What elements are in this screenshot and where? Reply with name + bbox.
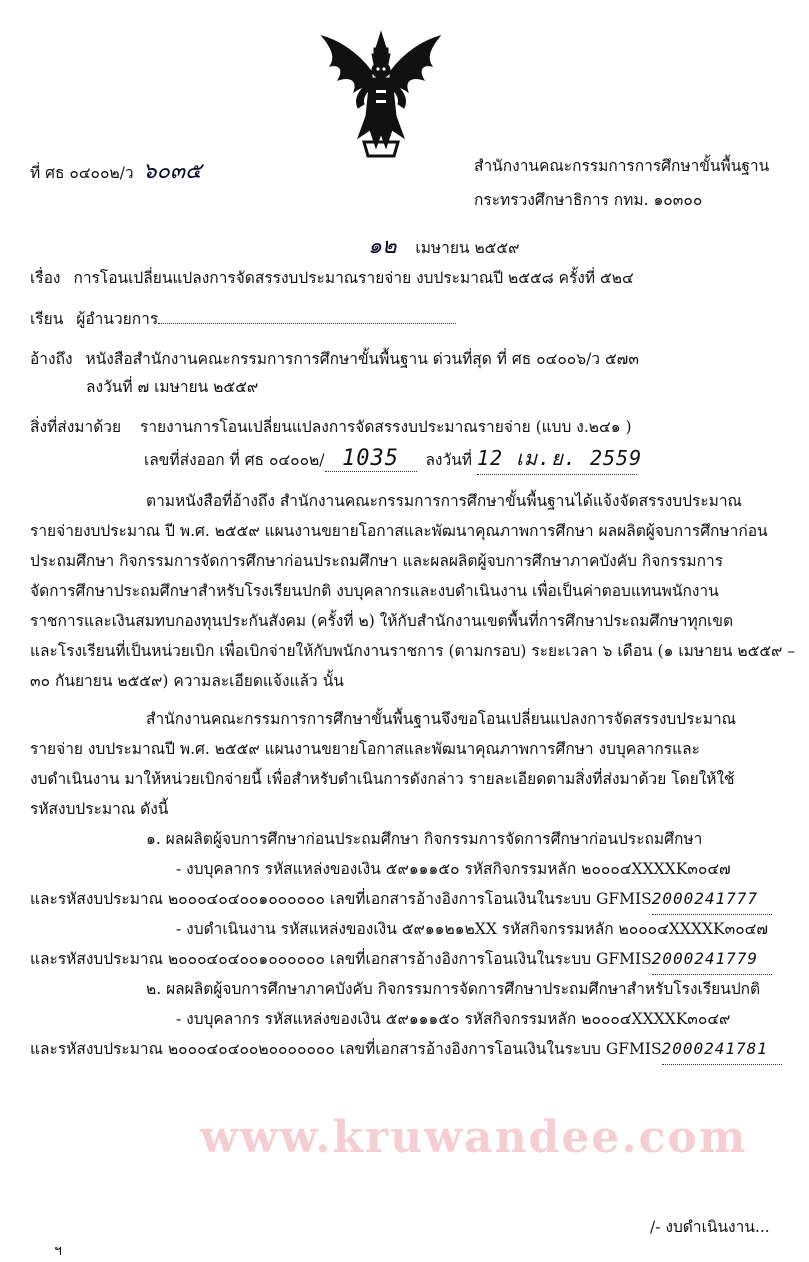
- export-number-handwritten: 1035: [342, 446, 399, 471]
- enclosure-number-line: [144, 442, 643, 475]
- page-fold-mark: ฯ: [54, 1243, 62, 1259]
- paragraph2-line: รหัสงบประมาณ ดังนี้: [30, 800, 169, 818]
- salutation-line: [30, 306, 456, 331]
- subject-line: [30, 265, 634, 290]
- item1-operation-line: - งบดำเนินงาน รหัสแหล่งของเงิน ๕๙๑๑๒๑๒XX รหัสกิจกรรมหลัก ๒๐๐๐๔XXXXK๓๐๔๗: [176, 920, 769, 938]
- date-month-year: เมษายน ๒๕๕๙: [415, 239, 520, 257]
- item2-personnel-budget-text: และรหัสงบประมาณ ๒๐๐๐๔๐๔๐๐๒๐๐๐๐๐๐๐ เลขที่เอกสารอ้างอิงการโอนเงินในระบบ GFMIS: [30, 1040, 662, 1058]
- enclosure-text: รายงานการโอนเปลี่ยนแปลงการจัดสรรงบประมาณรายจ่าย (แบบ ง.๒๔๑ ): [140, 418, 632, 436]
- office-address: กระทรวงศึกษาธิการ กทม. ๑๐๓๐๐: [474, 191, 703, 209]
- website-watermark: www.kruwandee.com: [200, 1112, 748, 1163]
- salutation-text: ผู้อำนวยการ: [76, 310, 159, 328]
- date-day-handwritten: ๑๒: [368, 234, 397, 259]
- reference-label: อ้างถึง: [30, 350, 73, 368]
- paragraph2-line: งบดำเนินงาน มาให้หน่วยเบิกจ่ายนี้ เพื่อสำหรับดำเนินการดังกล่าว รายละเอียดตามสิ่งที่ส่งมาด้วย โดยให้ใช้: [30, 770, 735, 788]
- salutation-label: เรียน: [30, 310, 64, 328]
- ref-number-prefix: ที่ ศธ ๐๔๐๐๒/ว: [30, 164, 134, 182]
- export-number-prefix: เลขที่ส่งออก ที่ ศธ ๐๔๐๐๒/: [144, 451, 325, 469]
- paragraph1-line: ราชการและเงินสมทบกองทุนประกันสังคม (ครั้งที่ ๒) ให้กับสำนักงานเขตพื้นที่การศึกษาประถมศึกษาทุกเขต: [30, 612, 734, 630]
- paragraph1-line: ตามหนังสือที่อ้างถึง สำนักงานคณะกรรมการการศึกษาขั้นพื้นฐานได้แจ้งจัดสรรงบประมาณ: [146, 492, 742, 510]
- reference-text: หนังสือสำนักงานคณะกรรมการการศึกษาขั้นพื้นฐาน ด่วนที่สุด ที่ ศธ ๐๔๐๐๖/ว ๕๗๓: [85, 350, 639, 368]
- continuation-note: /- งบดำเนินงาน...: [650, 1218, 770, 1236]
- garuda-emblem: [318, 30, 444, 160]
- item2-personnel-doc-handwritten: 2000241781: [662, 1034, 782, 1065]
- export-date-stamp: 12 เม.ย. 2559: [476, 446, 643, 470]
- item1-personnel-budget-line: [30, 884, 772, 915]
- item2-title: ๒. ผลผลิตผู้จบการศึกษาภาคบังคับ กิจกรรมการจัดการศึกษาประถมศึกษาสำหรับโรงเรียนปกติ: [146, 980, 761, 998]
- reference-line: [30, 346, 639, 371]
- office-name: สำนักงานคณะกรรมการการศึกษาขั้นพื้นฐาน: [474, 157, 770, 175]
- item1-title: ๑. ผลผลิตผู้จบการศึกษาก่อนประถมศึกษา กิจกรรมการจัดการศึกษาก่อนประถมศึกษา: [146, 830, 703, 848]
- ref-number-handwritten: ๖๐๓๕: [142, 159, 202, 184]
- letter-date: [368, 228, 519, 263]
- item2-personnel-line: - งบบุคลากร รหัสแหล่งของเงิน ๕๙๑๑๑๕๐ รหัสกิจกรรมหลัก ๒๐๐๐๔XXXXK๓๐๔๙: [176, 1010, 731, 1028]
- subject-label: เรื่อง: [30, 269, 61, 287]
- paragraph1-line: จัดการศึกษาประถมศึกษาสำหรับโรงเรียนปกติ งบบุคลากรและงบดำเนินงาน เพื่อเป็นค่าตอบแทนพนักงาน: [30, 582, 719, 600]
- enclosure-label: สิ่งที่ส่งมาด้วย: [30, 418, 122, 436]
- subject-text: การโอนเปลี่ยนแปลงการจัดสรรงบประมาณรายจ่าย งบประมาณปี ๒๕๕๘ ครั้งที่ ๕๒๔: [73, 269, 634, 287]
- document-number: [30, 153, 202, 188]
- paragraph1-line: รายจ่ายงบประมาณ ปี พ.ศ. ๒๕๕๙ แผนงานขยายโอกาสและพัฒนาคุณภาพการศึกษา ผลผลิตผู้จบการศึกษาก่อน: [30, 522, 768, 540]
- item1-personnel-line: - งบบุคลากร รหัสแหล่งของเงิน ๕๙๑๑๑๕๐ รหัสกิจกรรมหลัก ๒๐๐๐๔XXXXK๓๐๔๗: [176, 860, 731, 878]
- paragraph2-line: รายจ่าย งบประมาณปี พ.ศ. ๒๕๕๙ แผนงานขยายโอกาสและพัฒนาคุณภาพการศึกษา งบบุคลากรและ: [30, 740, 700, 758]
- item1-operation-doc-handwritten: 2000241779: [652, 944, 772, 975]
- item2-personnel-budget-line: [30, 1034, 782, 1065]
- paragraph1-line: ประถมศึกษา กิจกรรมการจัดการศึกษาก่อนประถมศึกษา และผลผลิตผู้จบการศึกษาภาคบังคับ กิจกรรมการ: [30, 552, 724, 570]
- enclosure-line: [30, 414, 632, 439]
- item1-personnel-budget-text: และรหัสงบประมาณ ๒๐๐๐๔๐๔๐๐๑๐๐๐๐๐๐ เลขที่เอกสารอ้างอิงการโอนเงินในระบบ GFMIS: [30, 890, 652, 908]
- reference-date: ลงวันที่ ๗ เมษายน ๒๕๕๙: [86, 378, 259, 396]
- paragraph1-line: และโรงเรียนที่เป็นหน่วยเบิก เพื่อเบิกจ่ายให้กับพนักงานราชการ (ตามกรอบ) ระยะเวลา ๖ เดือน (๑ เมษายน ๒๕๕๙ –: [30, 642, 796, 660]
- paragraph1-line: ๓๐ กันยายน ๒๕๕๙) ความละเอียดแจ้งแล้ว นั้น: [30, 672, 344, 690]
- item1-operation-budget-line: [30, 944, 772, 975]
- export-date-label: ลงวันที่: [425, 451, 473, 469]
- salutation-dotted-blank: [158, 323, 456, 324]
- item1-personnel-doc-handwritten: 2000241777: [652, 884, 772, 915]
- paragraph2-line: สำนักงานคณะกรรมการการศึกษาขั้นพื้นฐานจึงขอโอนเปลี่ยนแปลงการจัดสรรงบประมาณ: [146, 710, 737, 728]
- item1-operation-budget-text: และรหัสงบประมาณ ๒๐๐๐๔๐๔๐๐๑๐๐๐๐๐๐ เลขที่เอกสารอ้างอิงการโอนเงินในระบบ GFMIS: [30, 950, 652, 968]
